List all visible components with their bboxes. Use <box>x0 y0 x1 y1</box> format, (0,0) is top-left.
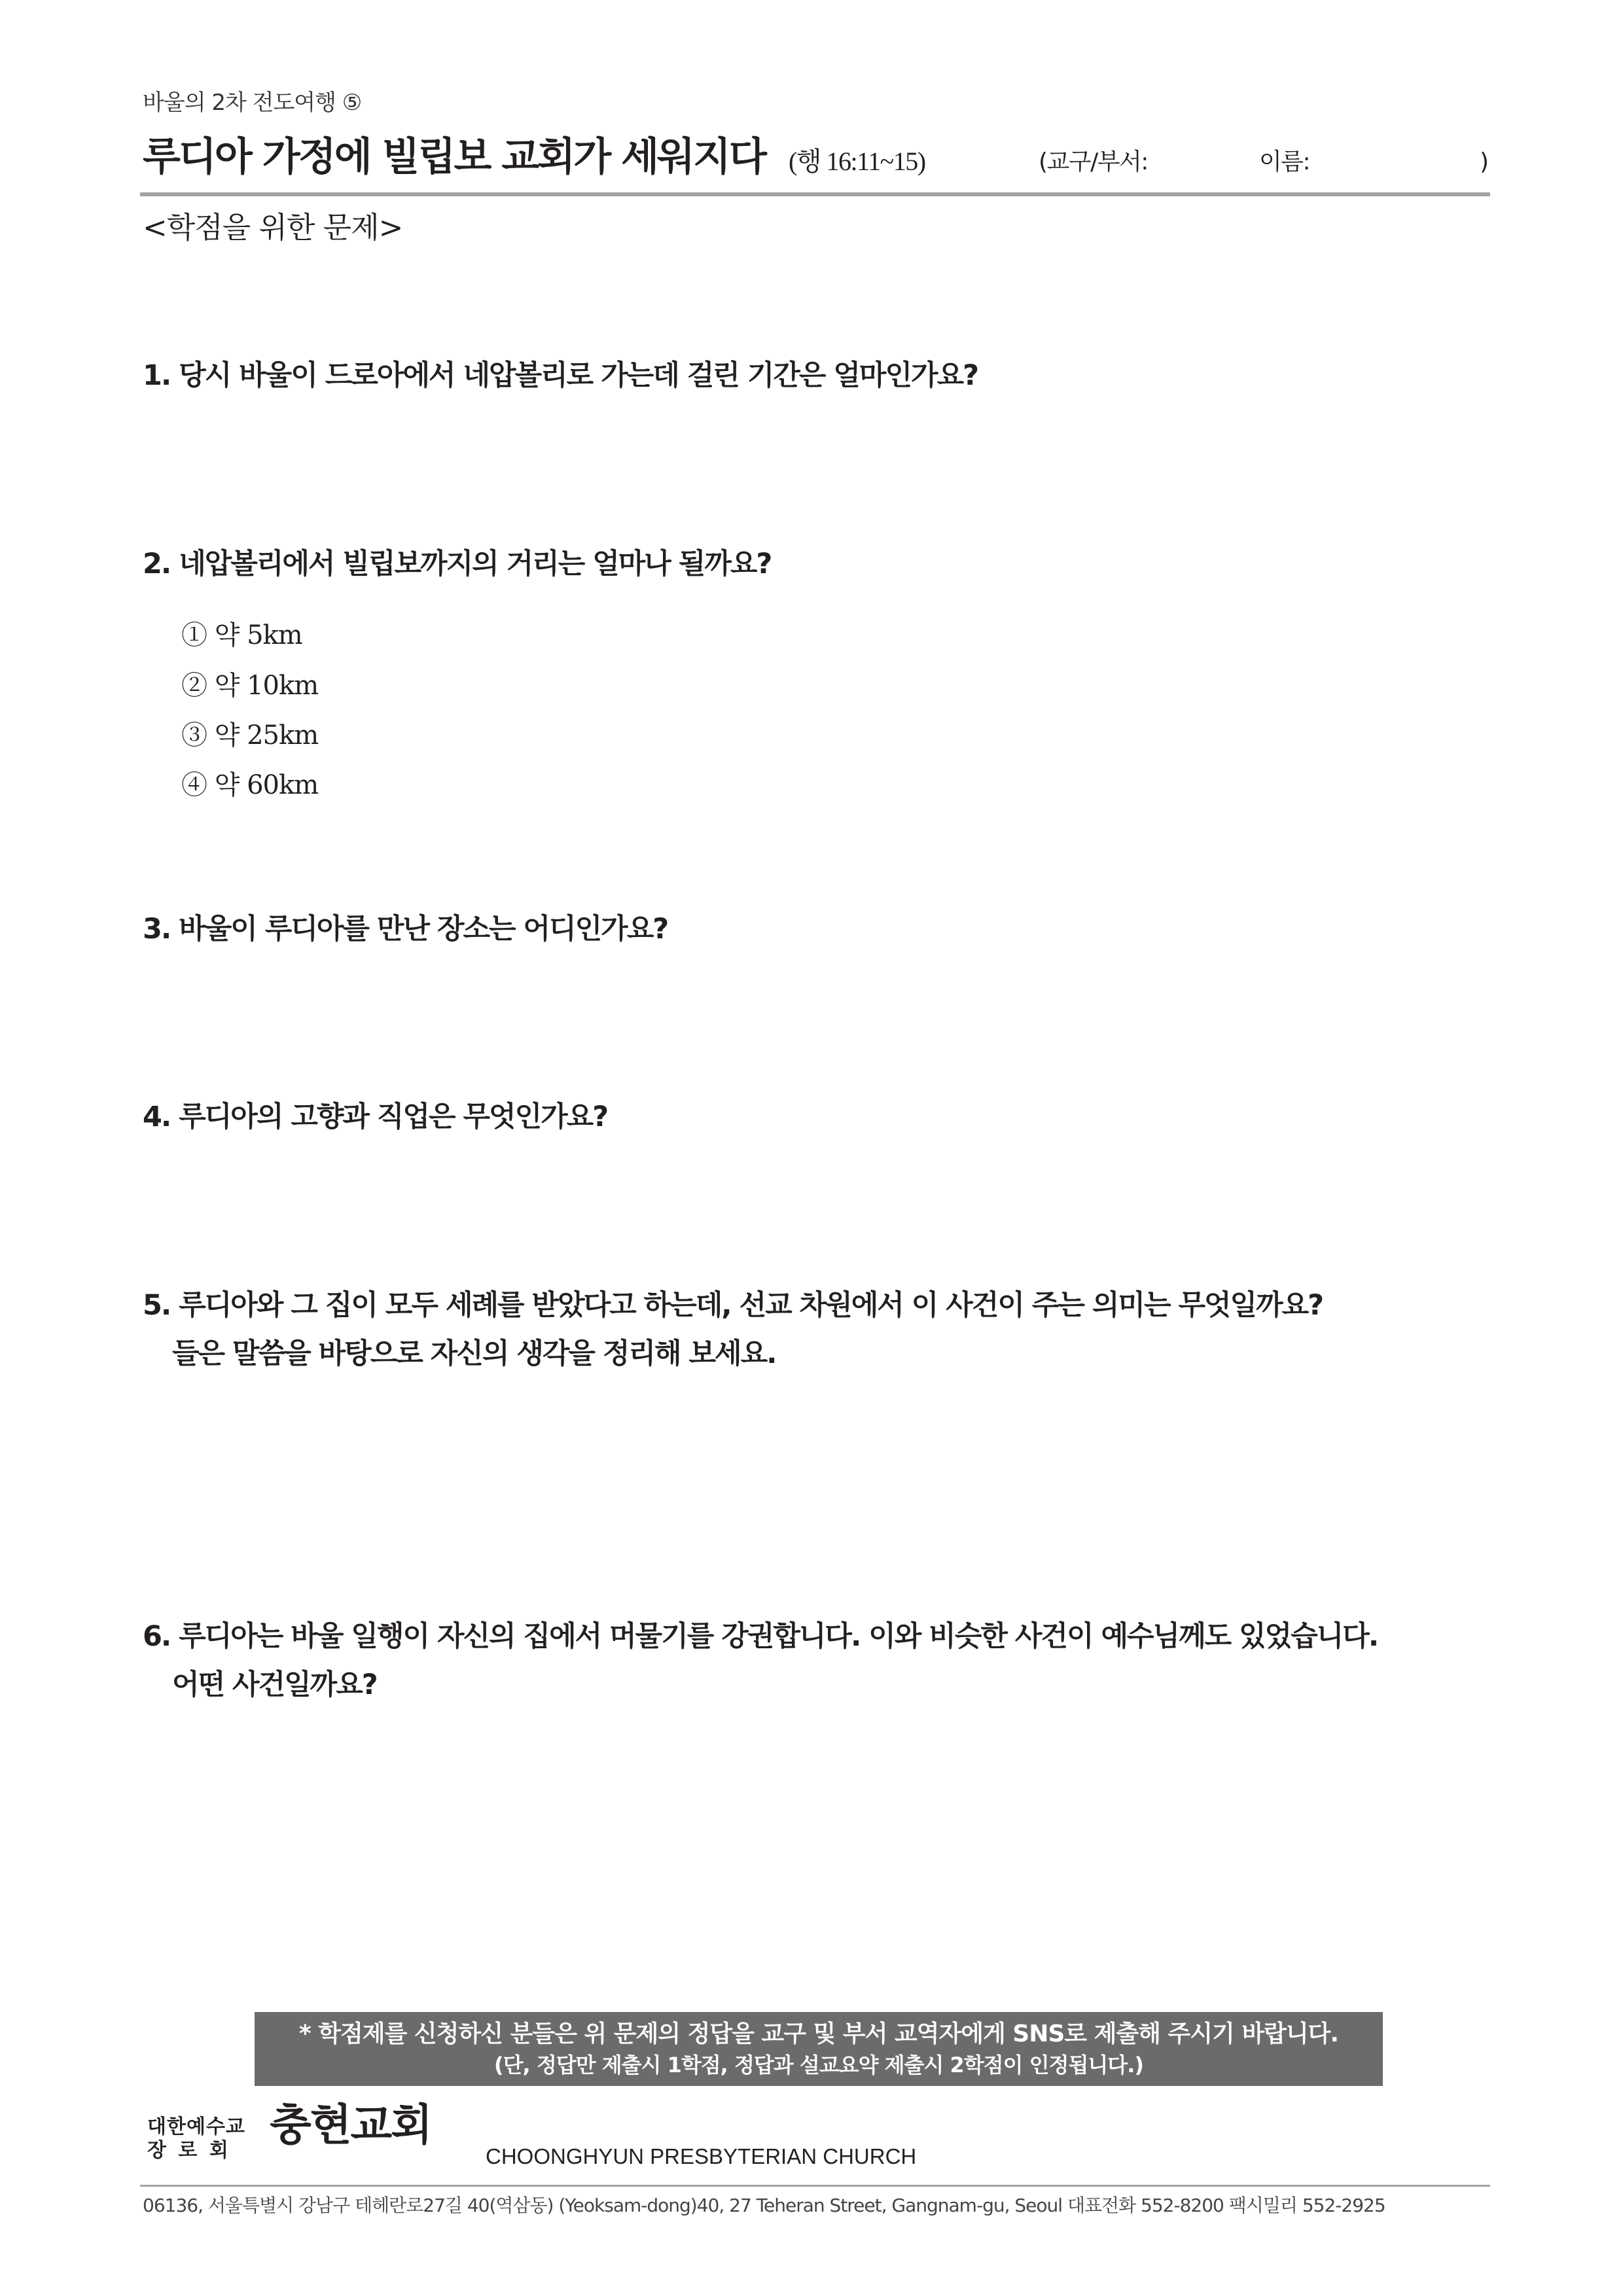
question-3: 3. 바울이 루디아를 만난 장소는 어디인가요? <box>143 913 668 945</box>
page-title: 루디아 가정에 빌립보 교회가 세워지다 <box>143 134 765 180</box>
question-2-option-3: ③ 약 25km <box>181 720 319 751</box>
question-6: 6. 루디아는 바울 일행이 자신의 집에서 머물기를 강권합니다. 이와 비슷한 사건이 예수님께도 있었습니다. <box>143 1620 1378 1653</box>
logo-denomination-top: 대한예수교 <box>147 2115 245 2138</box>
logo-denomination-bottom: 장 로 회 <box>147 2139 231 2162</box>
header-divider <box>140 192 1490 196</box>
question-1: 1. 당시 바울이 드로아에서 네압볼리로 가는데 걸린 기간은 얼마인가요? <box>143 359 978 392</box>
credit-notice-box <box>255 2012 1383 2086</box>
name-label: 이름: <box>1259 149 1310 175</box>
section-title: <학점을 위한 문제> <box>143 210 403 245</box>
series-label: 바울의 2차 전도여행 ⑤ <box>143 90 362 116</box>
closing-parenthesis: ) <box>1480 149 1489 175</box>
credit-notice-line-1: * 학점제를 신청하신 분들은 위 문제의 정답을 교구 및 부서 교역자에게 SNS로 제출해 주시기 바랍니다. <box>298 2021 1339 2047</box>
footer-divider <box>140 2185 1490 2187</box>
question-2-option-1: ① 약 5km <box>181 620 302 650</box>
question-2-option-2: ② 약 10km <box>181 671 319 701</box>
church-address: 06136, 서울특별시 강남구 테헤란로27길 40(역삼동) (Yeoksam-dong)40, 27 Teheran Street, Gangnam-gu, Seoul 대표전화 552-8200 팩시밀리 552-2925 <box>143 2195 1385 2216</box>
church-name-english: CHOONGHYUN PRESBYTERIAN CHURCH <box>486 2144 917 2168</box>
question-6-continuation: 어떤 사건일까요? <box>172 1669 377 1701</box>
question-5-continuation: 들은 말씀을 바탕으로 자신의 생각을 정리해 보세요. <box>172 1337 776 1370</box>
scripture-reference: (행 16:11~15) <box>789 147 925 176</box>
question-5: 5. 루디아와 그 집이 모두 세례를 받았다고 하는데, 선교 차원에서 이 사건이 주는 의미는 무엇일까요? <box>143 1289 1323 1322</box>
credit-notice-line-2: (단, 정답만 제출시 1학점, 정답과 설교요약 제출시 2학점이 인정됩니다.) <box>493 2053 1143 2077</box>
parish-department-label: (교구/부서: <box>1039 149 1148 175</box>
question-2: 2. 네압볼리에서 빌립보까지의 거리는 얼마나 될까요? <box>143 548 772 580</box>
church-logo-name: 충현교회 <box>270 2099 432 2150</box>
question-4: 4. 루디아의 고향과 직업은 무엇인가요? <box>143 1101 608 1133</box>
question-2-option-4: ④ 약 60km <box>181 770 319 800</box>
